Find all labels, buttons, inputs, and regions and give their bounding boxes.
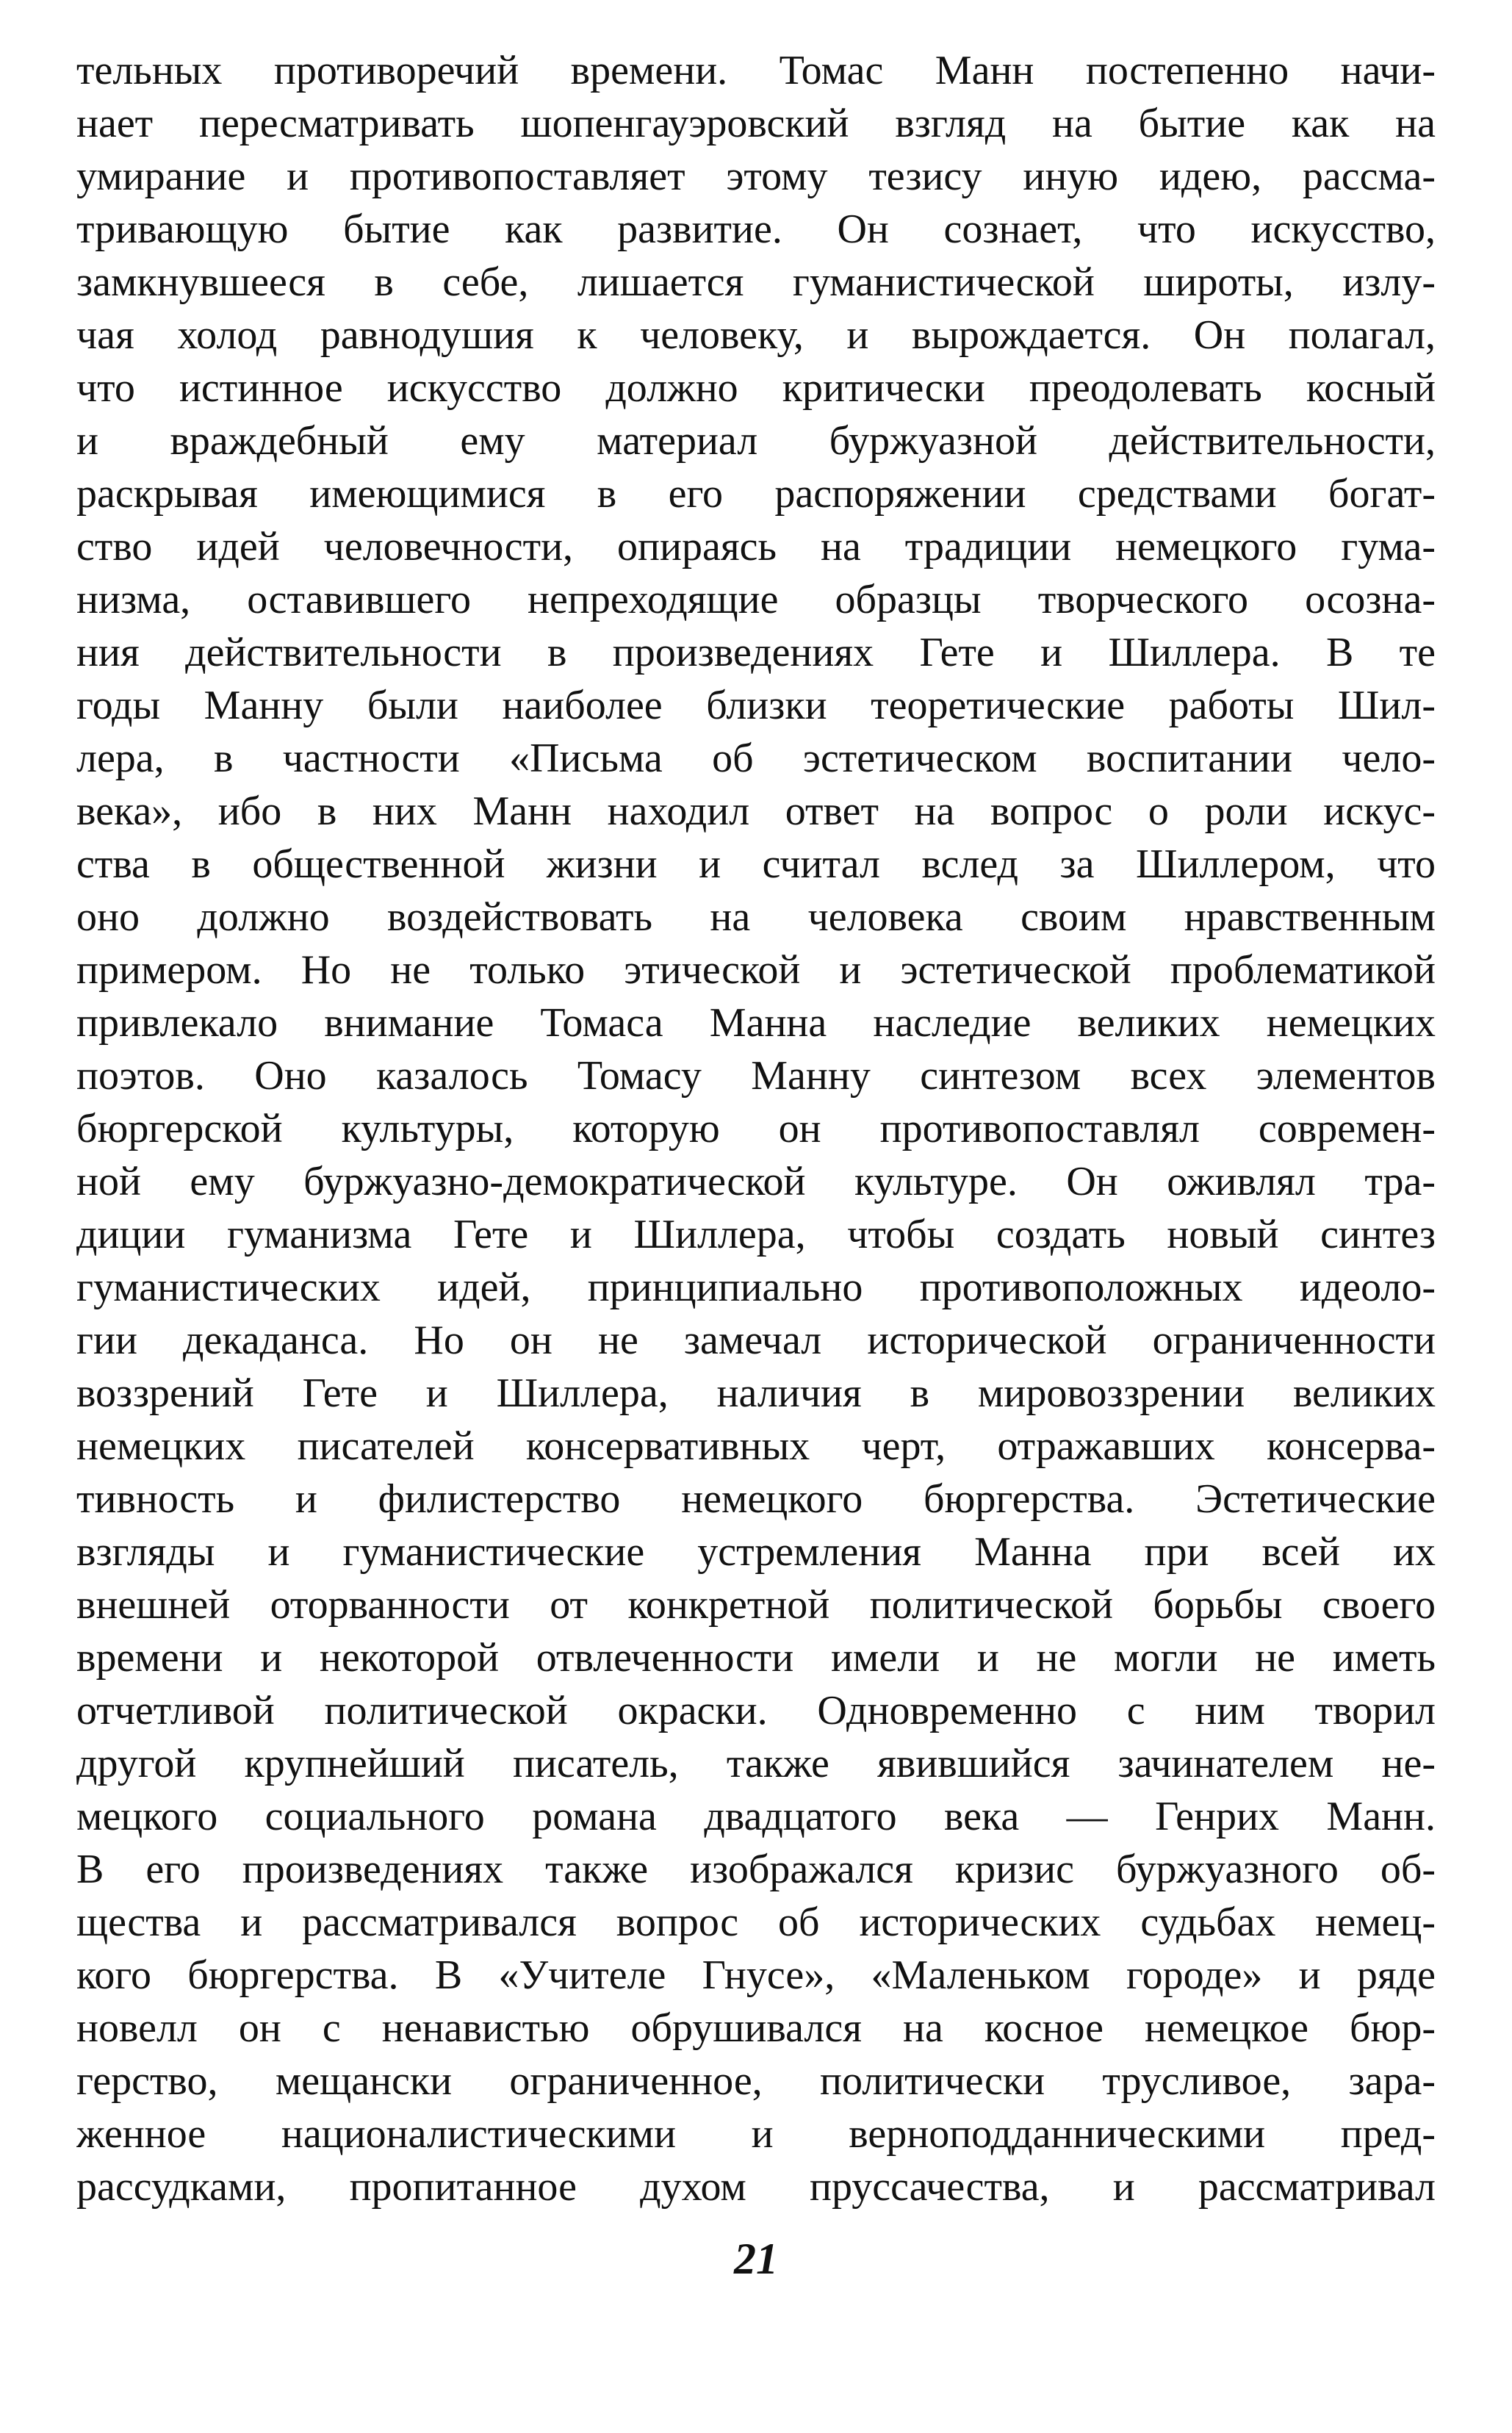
text-line: немецких писателей консервативных черт, отражавших консерва-	[76, 1423, 1436, 1469]
text-line: времени и некоторой отвлеченности имели и не могли не иметь	[76, 1635, 1436, 1681]
text-line: и враждебный ему материал буржуазной действительности,	[76, 418, 1436, 464]
text-line: оно должно воздействовать на человека своим нравственным	[76, 894, 1436, 940]
text-line: ство идей человечности, опираясь на традиции немецкого гума-	[76, 524, 1436, 569]
text-line: привлекало внимание Томаса Манна наследие великих немецких	[76, 1000, 1436, 1046]
text-line: раскрывая имеющимися в его распоряжении средствами богат-	[76, 471, 1436, 517]
body-text	[76, 44, 1436, 2213]
text-line: рассудками, пропитанное духом пруссачества, и рассматривал	[76, 2164, 1436, 2210]
text-line: гии декаданса. Но он не замечал исторической ограниченности	[76, 1318, 1436, 1363]
text-line: герство, мещански ограниченное, политически трусливое, зара-	[76, 2058, 1436, 2104]
text-line: тивность и филистерство немецкого бюргерства. Эстетические	[76, 1476, 1436, 1522]
text-line: гуманистических идей, принципиально противоположных идеоло-	[76, 1265, 1436, 1310]
text-line: что истинное искусство должно критически преодолевать косный	[76, 365, 1436, 411]
text-line: ства в общественной жизни и считал вслед за Шиллером, что	[76, 841, 1436, 887]
text-line: тельных противоречий времени. Томас Манн постепенно начи-	[76, 48, 1436, 93]
text-line: кого бюргерства. В «Учителе Гнусе», «Маленьком городе» и ряде	[76, 1952, 1436, 1998]
text-line: мецкого социального романа двадцатого века — Генрих Манн.	[76, 1794, 1436, 1839]
text-line: воззрений Гете и Шиллера, наличия в мировоззрении великих	[76, 1370, 1436, 1416]
text-line: умирание и противопоставляет этому тезису иную идею, рассма-	[76, 154, 1436, 199]
text-line: века», ибо в них Манн находил ответ на вопрос о роли искус-	[76, 788, 1436, 834]
text-line: годы Манну были наиболее близки теоретические работы Шил-	[76, 683, 1436, 728]
text-line: отчетливой политической окраски. Одновременно с ним творил	[76, 1688, 1436, 1733]
text-line: нает пересматривать шопенгауэровский взгляд на бытие как на	[76, 101, 1436, 146]
text-line: лера, в частности «Письма об эстетическом воспитании чело-	[76, 736, 1436, 781]
page-number: 21	[734, 2235, 778, 2283]
text-line: новелл он с ненавистью обрушивался на косное немецкое бюр-	[76, 2005, 1436, 2051]
text-line: низма, оставившего непреходящие образцы творческого осозна-	[76, 577, 1436, 622]
text-line: чая холод равнодушия к человеку, и вырождается. Он полагал,	[76, 312, 1436, 358]
text-line: ния действительности в произведениях Гете и Шиллера. В те	[76, 630, 1436, 675]
text-line: В его произведениях также изображался кризис буржуазного об-	[76, 1847, 1436, 1892]
text-line: замкнувшееся в себе, лишается гуманистической широты, излу-	[76, 259, 1436, 305]
text-line: женное националистическими и верноподданническими пред-	[76, 2111, 1436, 2157]
text-line: бюргерской культуры, которую он противопоставлял современ-	[76, 1106, 1436, 1151]
text-line: внешней оторванности от конкретной политической борьбы своего	[76, 1582, 1436, 1628]
text-line: поэтов. Оно казалось Томасу Манну синтезом всех элементов	[76, 1053, 1436, 1099]
text-line: щества и рассматривался вопрос об исторических судьбах немец-	[76, 1900, 1436, 1945]
text-line: примером. Но не только этической и эстетической проблематикой	[76, 947, 1436, 993]
text-line: диции гуманизма Гете и Шиллера, чтобы создать новый синтез	[76, 1212, 1436, 1257]
text-line: тривающую бытие как развитие. Он сознает, что искусство,	[76, 206, 1436, 252]
text-line: взгляды и гуманистические устремления Манна при всей их	[76, 1529, 1436, 1575]
text-line: другой крупнейший писатель, также явившийся зачинателем не-	[76, 1741, 1436, 1786]
text-line: ной ему буржуазно-демократической культуре. Он оживлял тра-	[76, 1159, 1436, 1204]
